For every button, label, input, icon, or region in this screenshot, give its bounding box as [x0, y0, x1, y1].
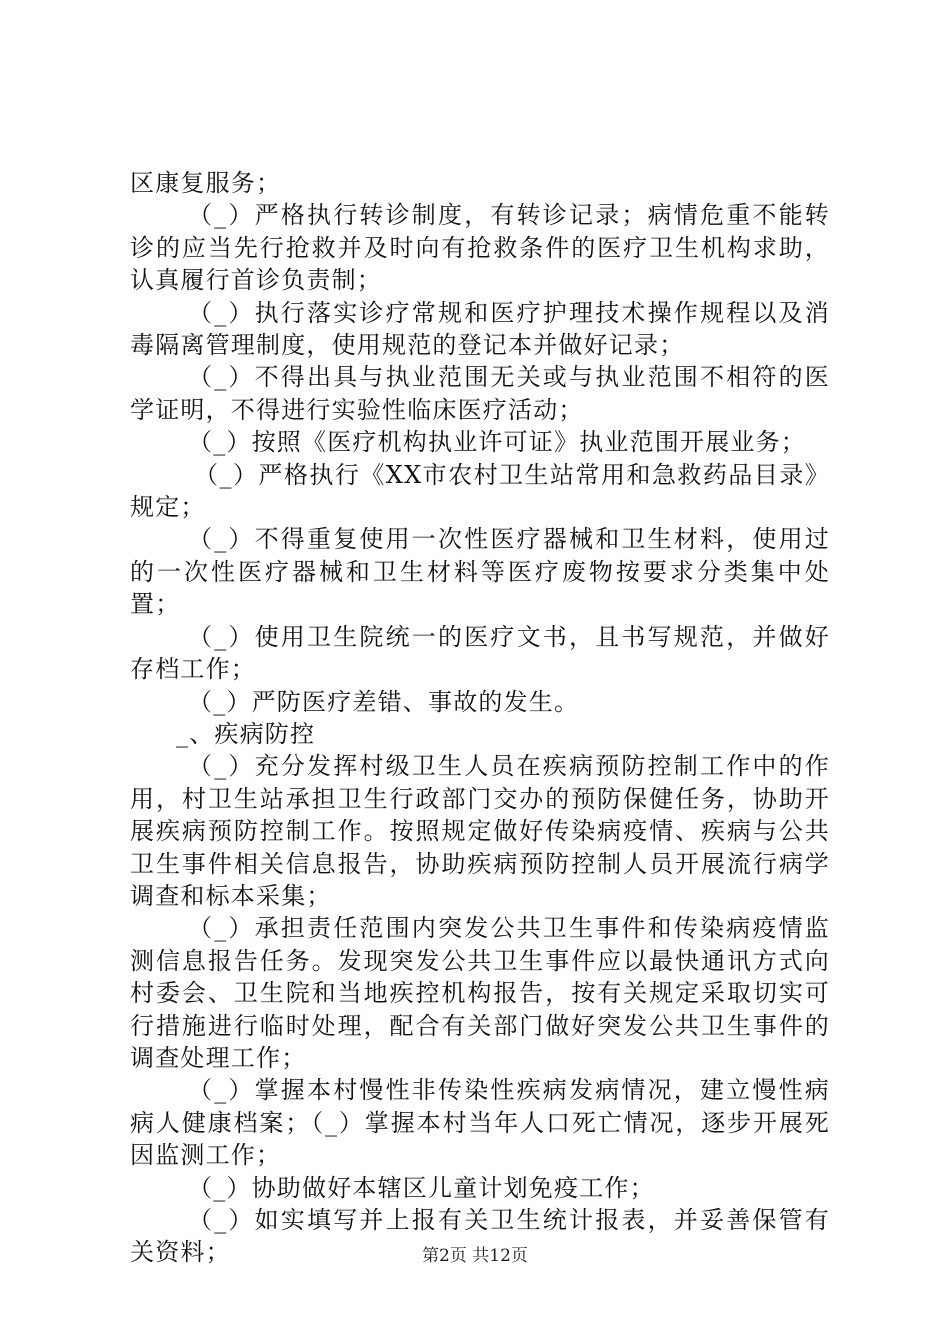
page-number-footer: 第2页 共12页	[422, 1246, 528, 1266]
paragraph-medical-documents: （_）使用卫生院统一的医疗文书，且书写规范，并做好存档工作；	[130, 622, 830, 684]
paragraph-referral: （_）严格执行转诊制度，有转诊记录；病情危重不能转诊的应当先行抢救并及时向有抢救条件的医疗卫生机构求助，认真履行首诊负责制；	[130, 201, 830, 295]
paragraph-procedures: （_）执行落实诊疗常规和医疗护理技术操作规程以及消毒隔离管理制度，使用规范的登记本并做好记录；	[130, 298, 830, 360]
document-body	[130, 167, 830, 1269]
section-heading-disease-control: _、疾病防控	[176, 719, 316, 748]
paragraph-chronic-disease: （_）掌握本村慢性非传染性疾病发病情况，建立慢性病病人健康档案；（_）掌握本村当年人口死亡情况，逐步开展死因监测工作；	[130, 1076, 830, 1170]
paragraph-certificates: （_）不得出具与执业范围无关或与执业范围不相符的医学证明，不得进行实验性临床医疗活动；	[130, 363, 830, 424]
paragraph-disposables: （_）不得重复使用一次性医疗器械和卫生材料，使用过的一次性医疗器械和卫生材料等医疗废物按要求分类集中处置；	[130, 525, 830, 619]
paragraph-license-scope: （_）按照《医疗机构执业许可证》执业范围开展业务；	[188, 428, 806, 457]
paragraph-drug-catalog: （_）严格执行《XX市农村卫生站常用和急救药品目录》规定；	[130, 460, 830, 522]
paragraph-prevention-role: （_）充分发挥村级卫生人员在疾病预防控制工作中的作用，村卫生站承担卫生行政部门交办的预防保健任务，协助开展疾病预防控制工作。按照规定做好传染病疫情、疾病与公共卫生事件相关信息报告，协助疾病预防控制人员开展流行病学调查和标本采集；	[130, 752, 830, 910]
paragraph-continuation: 区康复服务；	[130, 169, 282, 197]
paragraph-emergency-reporting: （_）承担责任范围内突发公共卫生事件和传染病疫情监测信息报告任务。发现突发公共卫生事件应以最快通讯方式向村委会、卫生院和当地疾控机构报告，按有关规定采取切实可行措施进行临时处理，配合有关部门做好突发公共卫生事件的调查处理工作；	[130, 914, 830, 1072]
paragraph-statistics: （_）如实填写并上报有关卫生统计报表，并妥善保管有关资料；	[130, 1206, 830, 1267]
paragraph-error-prevention: （_）严防医疗差错、事故的发生。	[188, 687, 580, 716]
paragraph-immunization: （_）协助做好本辖区儿童计划免疫工作；	[188, 1173, 655, 1202]
